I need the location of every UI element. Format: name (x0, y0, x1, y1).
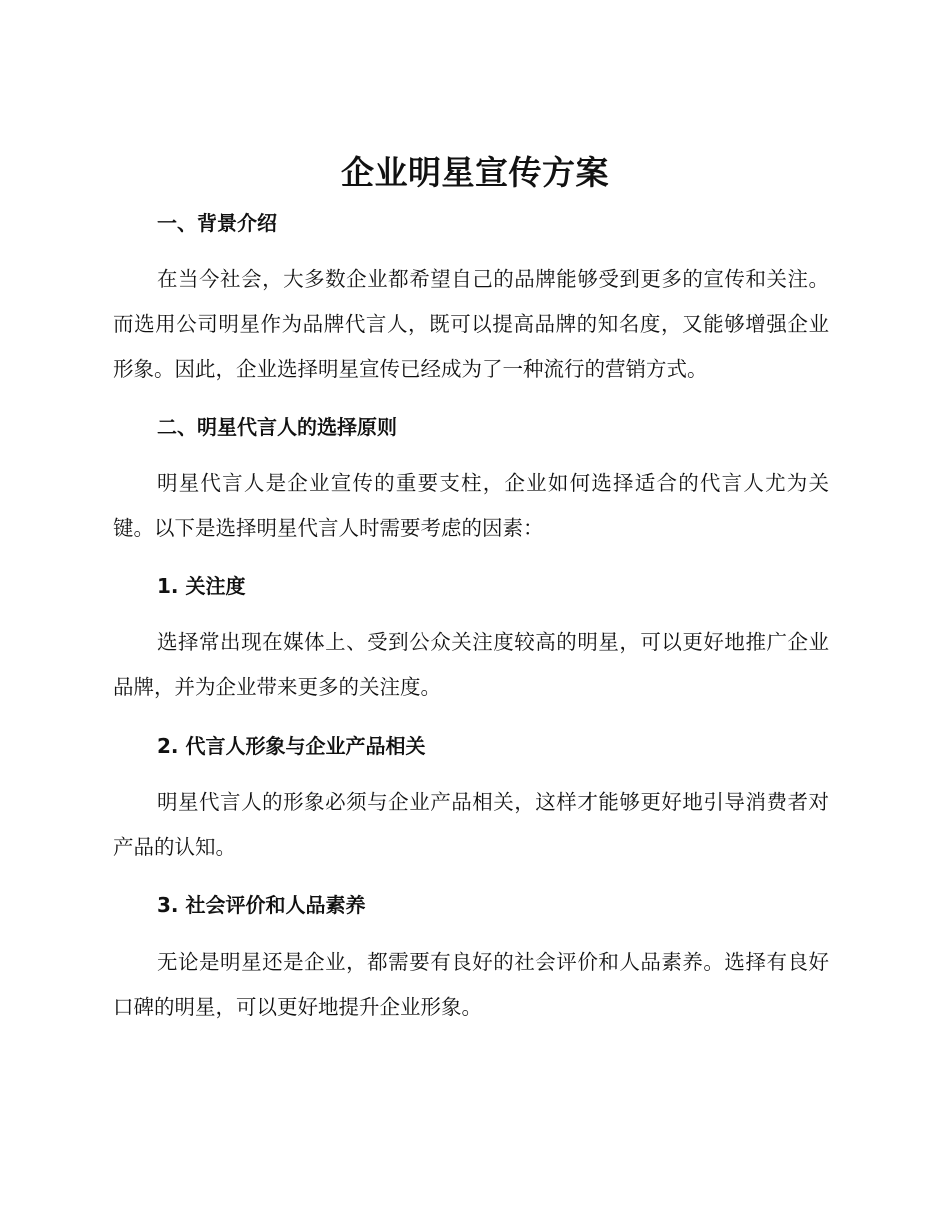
section-heading-image-relevance: 2. 代言人形象与企业产品相关 (157, 734, 426, 758)
section-paragraph-attention: 选择常出现在媒体上、受到公众关注度较高的明星，可以更好地推广企业品牌，并为企业带来更多的关注度。 (113, 630, 829, 699)
page-title: 企业明星宣传方案 (341, 153, 609, 192)
section-heading-social-reputation: 3. 社会评价和人品素养 (157, 893, 366, 917)
section-paragraph-image-relevance: 明星代言人的形象必须与企业产品相关，这样才能够更好地引导消费者对产品的认知。 (113, 790, 829, 859)
section-heading-background: 一、背景介绍 (157, 211, 277, 235)
section-heading-selection-principles: 二、明星代言人的选择原则 (157, 415, 397, 439)
section-heading-attention: 1. 关注度 (157, 574, 246, 598)
section-paragraph-social-reputation: 无论是明星还是企业，都需要有良好的社会评价和人品素养。选择有良好口碑的明星，可以更好地提升企业形象。 (113, 950, 829, 1019)
section-paragraph-selection-principles: 明星代言人是企业宣传的重要支柱，企业如何选择适合的代言人尤为关键。以下是选择明星代言人时需要考虑的因素： (113, 471, 829, 540)
section-paragraph-background: 在当今社会，大多数企业都希望自己的品牌能够受到更多的宣传和关注。而选用公司明星作为品牌代言人，既可以提高品牌的知名度，又能够增强企业形象。因此，企业选择明星宣传已经成为了一种流行的营销方式。 (113, 267, 829, 381)
